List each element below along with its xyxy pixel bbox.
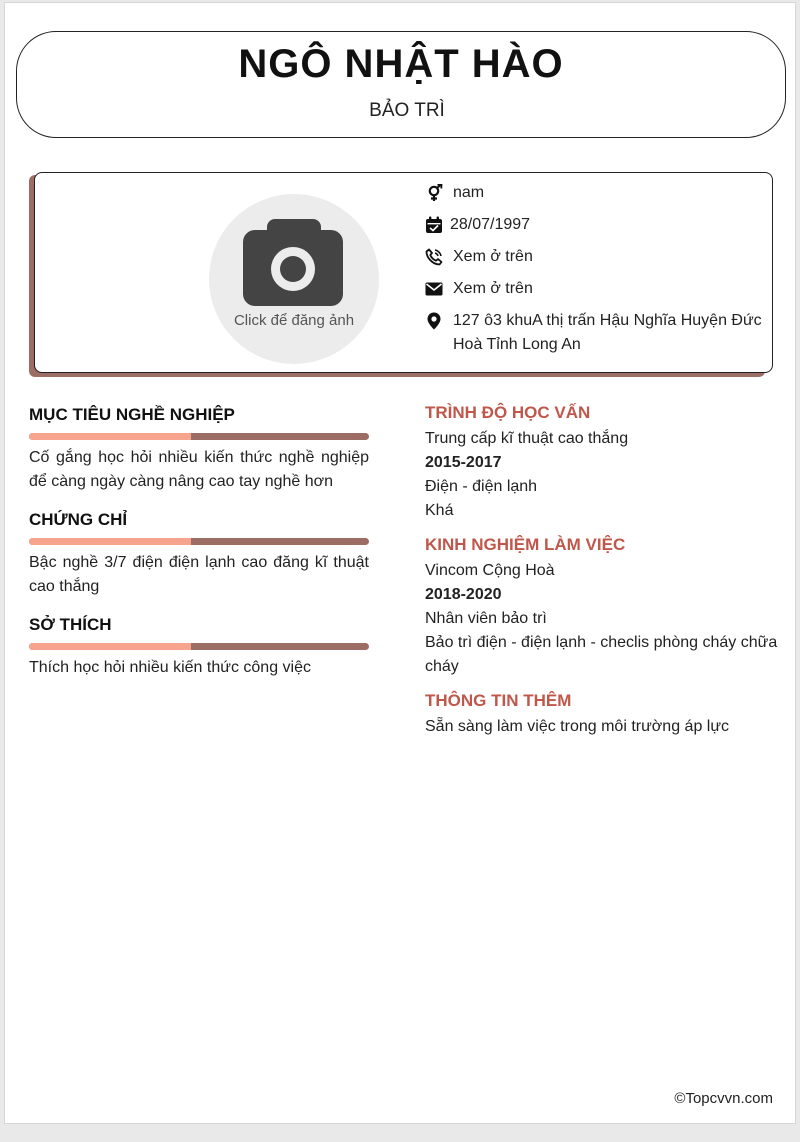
- education-major: Điện - điện lạnh: [425, 478, 538, 495]
- objective-text: Cố gắng học hỏi nhiều kiến thức nghề nghiệp để càng ngày càng nâng cao tay nghề hơn: [29, 449, 369, 490]
- certificates-section: [29, 508, 369, 599]
- info-card: [34, 172, 773, 373]
- section-divider-fill: [29, 433, 191, 440]
- email-value: Xem ở trên: [453, 280, 533, 297]
- avatar-upload[interactable]: [209, 194, 379, 364]
- contact-phone: [423, 245, 763, 269]
- additional-section: [425, 689, 781, 739]
- experience-period: 2018-2020: [425, 586, 502, 603]
- phone-icon: [425, 248, 443, 266]
- objective-title: MỤC TIÊU NGHỀ NGHIỆP: [29, 405, 235, 424]
- gender-value: nam: [453, 184, 485, 201]
- section-divider: [29, 643, 369, 650]
- education-period: 2015-2017: [425, 454, 502, 471]
- certificates-text: Bậc nghề 3/7 điện điện lạnh cao đăng kĩ thuật cao thắng: [29, 554, 369, 595]
- education-grade: Khá: [425, 502, 454, 519]
- gender-icon: [425, 184, 443, 202]
- experience-company: Vincom Cộng Hoà: [425, 562, 555, 579]
- contact-email: [423, 277, 763, 301]
- avatar-caption: Click để đăng ảnh: [233, 312, 355, 329]
- certificates-title: CHỨNG CHỈ: [29, 510, 128, 529]
- address-value: 127 ô3 khuA thị trấn Hậu Nghĩa Huyện Đức Hoà Tỉnh Long An: [453, 312, 762, 353]
- contact-address: [423, 309, 763, 357]
- hobbies-title: SỞ THÍCH: [29, 615, 112, 634]
- location-pin-icon: [425, 312, 443, 330]
- section-divider-fill: [29, 643, 191, 650]
- objective-section: [29, 403, 369, 494]
- hobbies-text: Thích học hỏi nhiều kiến thức công việc: [29, 659, 311, 676]
- envelope-icon: [425, 280, 443, 298]
- full-name: NGÔ NHẬT HÀO: [238, 42, 564, 86]
- experience-position: Nhân viên bảo trì: [425, 610, 547, 627]
- contact-birthday: [423, 213, 763, 237]
- calendar-icon: [425, 216, 443, 234]
- additional-title: THÔNG TIN THÊM: [425, 691, 572, 710]
- contact-gender: [423, 181, 763, 205]
- section-divider-fill: [29, 538, 191, 545]
- contact-list: [423, 181, 763, 365]
- experience-title: KINH NGHIỆM LÀM VIỆC: [425, 535, 626, 554]
- header-box: [16, 31, 786, 138]
- education-title: TRÌNH ĐỘ HỌC VẤN: [425, 403, 591, 422]
- phone-value: Xem ở trên: [453, 248, 533, 265]
- education-school: Trung cấp kĩ thuật cao thắng: [425, 430, 629, 447]
- additional-text: Sẵn sàng làm việc trong môi trường áp lực: [425, 718, 730, 735]
- job-title: BẢO TRÌ: [369, 100, 445, 121]
- section-divider: [29, 433, 369, 440]
- hobbies-section: [29, 613, 369, 680]
- birthday-value: 28/07/1997: [450, 216, 531, 233]
- education-section: [425, 401, 781, 523]
- left-column: [29, 403, 369, 694]
- camera-icon-lens-center: [280, 256, 306, 282]
- cv-page: [4, 2, 796, 1124]
- right-column: [425, 401, 781, 749]
- experience-description: Bảo trì điện - điện lạnh - checlis phòng cháy chữa cháy: [425, 634, 778, 675]
- section-divider: [29, 538, 369, 545]
- copyright: ©Topcvvn.com: [674, 1090, 773, 1107]
- experience-section: [425, 533, 781, 679]
